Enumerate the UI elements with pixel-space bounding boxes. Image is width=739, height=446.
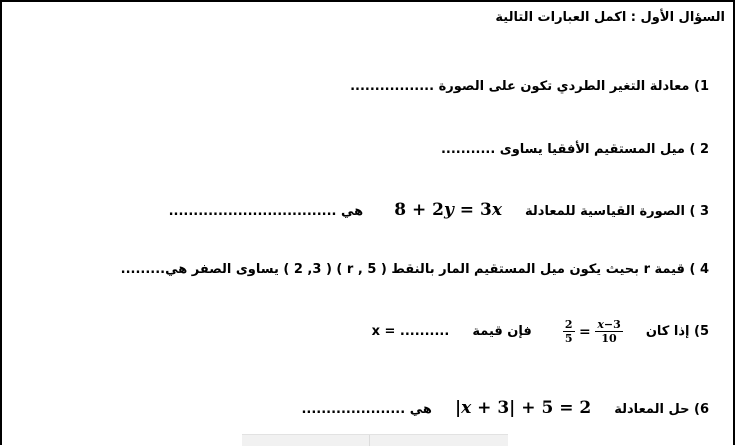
fraction-denominator: 5	[564, 332, 573, 345]
question-number: 3 )	[689, 204, 709, 219]
question-5	[372, 318, 709, 345]
equation	[394, 200, 502, 220]
question-text: حل المعادلة	[614, 402, 690, 417]
equation	[455, 398, 591, 418]
question-number: 4 )	[689, 262, 709, 277]
fraction-right	[595, 318, 622, 345]
question-1	[350, 79, 709, 94]
question-middle: فإن قيمة	[472, 324, 532, 339]
answer-blank: .......... = x	[371, 324, 450, 339]
bottom-toolbar	[242, 434, 508, 446]
question-4	[121, 262, 709, 277]
answer-blank: هي ..................................	[168, 204, 364, 219]
question-number: 2 )	[689, 142, 709, 157]
equation-rest: + 3| + 5 = 2	[471, 398, 592, 418]
fraction-equation	[563, 318, 623, 345]
fraction-numerator: 2	[564, 318, 573, 331]
question-text: ميل المستقيم الأفقيا يساوى ...........	[440, 142, 685, 157]
equation-var-x: x	[491, 200, 502, 220]
question-number: 5)	[694, 324, 709, 339]
fraction-left	[563, 318, 575, 345]
equation-mid: = 3	[453, 200, 492, 220]
question-number: 6)	[694, 402, 709, 417]
question-prefix: إذا كان	[645, 324, 690, 339]
equation-open: |	[454, 398, 462, 418]
equation-var-y: y	[444, 200, 454, 220]
question-text: معادلة التغير الطردي تكون على الصورة .................	[350, 79, 690, 94]
equation-var: x	[461, 398, 472, 418]
page-title: السؤال الأول : اكمل العبارات التالية	[495, 10, 725, 25]
toolbar-divider	[369, 435, 370, 446]
fraction-denominator: 10	[601, 332, 617, 345]
question-text: قيمة r بحيث يكون ميل المستقيم المار بالنقط ( 5 , r ) ( 2 ,3 ) يساوى الصفر هي.........	[120, 262, 685, 277]
question-6	[301, 398, 709, 418]
question-3	[169, 200, 709, 220]
question-text: الصورة القياسية للمعادلة	[525, 204, 685, 219]
fraction-numerator-rest: −3	[603, 318, 621, 331]
equation-left: 8 + 2	[394, 200, 444, 220]
equals-sign: =	[579, 323, 591, 340]
question-number: 1)	[694, 79, 709, 94]
question-2	[441, 142, 709, 157]
fraction-numerator-var: x	[597, 318, 604, 331]
answer-blank: هي .....................	[301, 402, 432, 417]
